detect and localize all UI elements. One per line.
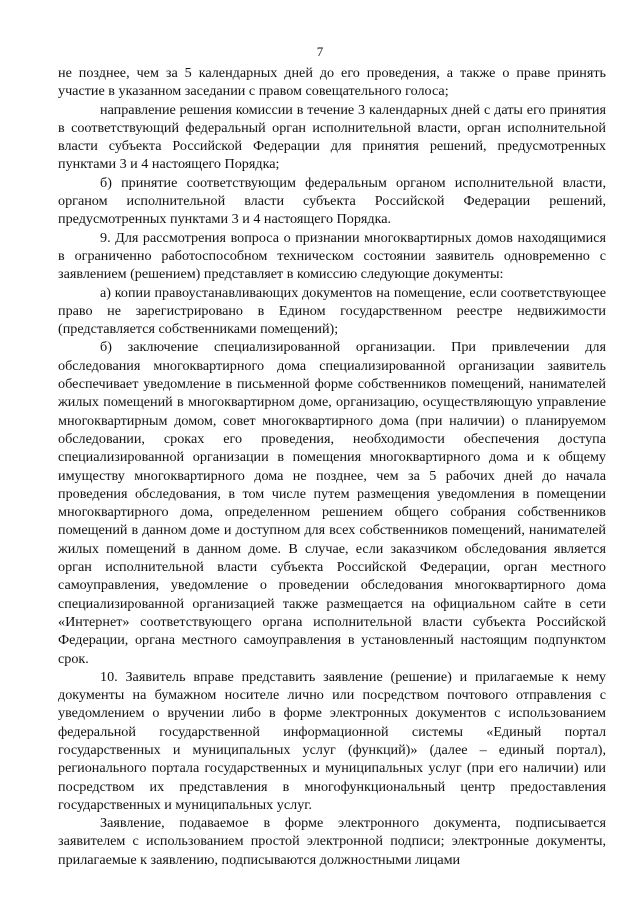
- paragraph-5: а) копии правоустанавливающих документов на помещение, если соответствующее право не зарегистрировано в Едином государственном реестре недвижимости (представляется собственниками помещений);: [58, 284, 606, 338]
- paragraph-8: Заявление, подаваемое в форме электронного документа, подписывается заявителем с использованием простой электронной подписи; электронные документы, прилагаемые к заявлению, подписываются должностными лицами: [58, 815, 606, 868]
- paragraph-4: 9. Для рассмотрения вопроса о признании многоквартирных домов находящимися в ограниченно работоспособном техническом состоянии заявитель одновременно с заявлением (решением) представляет в комиссию следующие документы:: [58, 229, 606, 283]
- document-body: [58, 64, 606, 869]
- paragraph-1: не позднее, чем за 5 календарных дней до его проведения, а также о праве принять участие в указанном заседании с правом совещательного голоса;: [58, 65, 606, 100]
- paragraph-3: б) принятие соответствующим федеральным органом исполнительной власти, органом исполнительной власти субъекта Российской Федерации решений, предусмотренных пунктами 3 и 4 настоящего Порядка.: [58, 174, 606, 228]
- paragraph-7: 10. Заявитель вправе представить заявление (решение) и прилагаемые к нему документы на бумажном носителе лично или посредством почтового отправления с уведомлением о вручении либо в форме электронных документов с использованием федеральной государственной информационной системы «Единый портал государственных и муниципальных услуг (функций)» (далее – единый портал), регионального портала государственных и муниципальных услуг (при его наличии) или посредством их представления в многофункциональный центр предоставления государственных и муниципальных услуг.: [58, 668, 606, 813]
- page-number: 7: [316, 44, 324, 59]
- paragraph-6: б) заключение специализированной организации. При привлечении для обследования многоквартирного дома специализированной организации заявитель обеспечивает уведомление в письменной форме собственников помещений, нанимателей жилых помещений в многоквартирном доме, организацию, осуществляющую управление многоквартирным домом, совет многоквартирного дома (при наличии) о планируемом обследовании, сроках его проведения, необходимости обеспечения доступа специализированной организации в помещения многоквартирного дома и к общему имуществу многоквартирного дома не позднее, чем за 5 рабочих дней до начала проведения обследования, в том числе путем размещения уведомления в помещении многоквартирного дома, определенном решением общего собрания собственников помещений в данном доме и доступном для всех собственников помещений, нанимателей жилых помещений в данном доме. В случае, если заказчиком обследования является орган исполнительной власти субъекта Российской Федерации, орган местного самоуправления, уведомление о проведении обследования многоквартирного дома специализированной организацией также размещается на официальном сайте в сети «Интернет» соответствующего органа исполнительной власти субъекта Российской Федерации, органа местного самоуправления в установленный настоящим подпунктом срок.: [58, 339, 606, 667]
- paragraph-2: направление решения комиссии в течение 3 календарных дней с даты его принятия в соответствующий федеральный орган исполнительной власти, орган исполнительной власти субъекта Российской Федерации для принятия решений, предусмотренных пунктами 3 и 4 настоящего Порядка;: [58, 101, 606, 173]
